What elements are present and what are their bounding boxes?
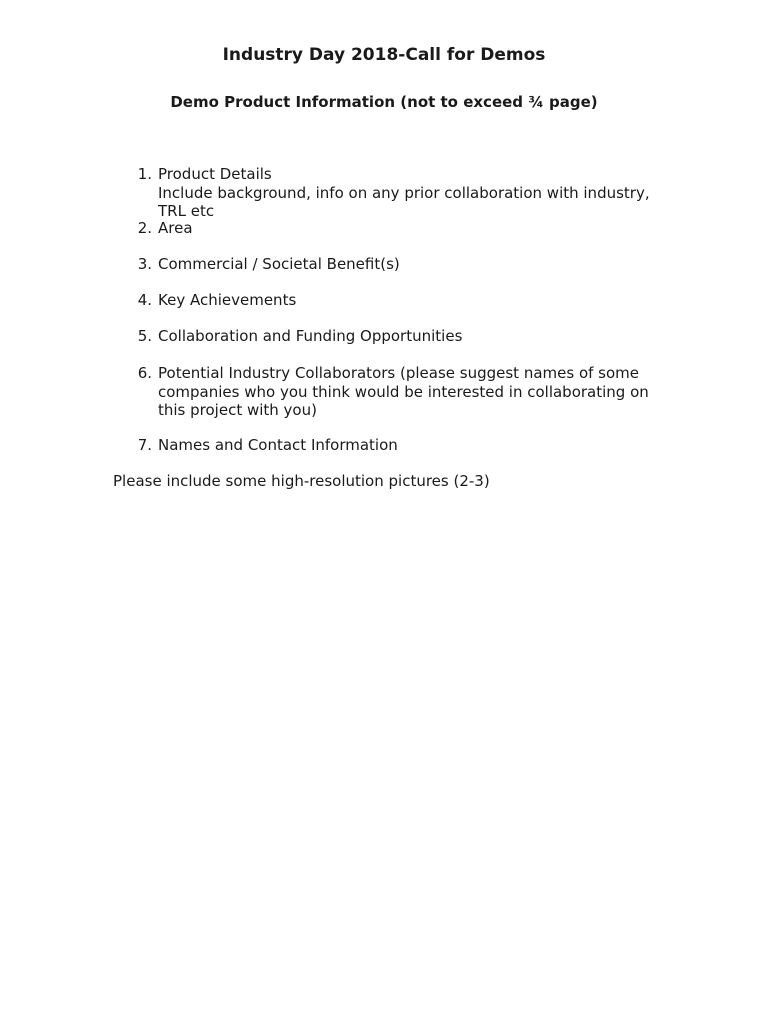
list-item-heading: Names and Contact Information (158, 436, 398, 454)
list-item-body (158, 291, 668, 310)
list-item-heading: Potential Industry Collaborators (please suggest names of some (158, 364, 640, 382)
closing-note: Please include some high-resolution pictures (2-3) (113, 472, 490, 490)
list-item-heading: Collaboration and Funding Opportunities (158, 327, 463, 345)
list-item-number: 1. (137, 165, 152, 183)
list-item-number: 7. (137, 436, 152, 454)
list-item-heading: Key Achievements (158, 291, 297, 309)
list-item-detail: this project with you) (158, 401, 317, 419)
list-item-detail: Include background, info on any prior collaboration with industry, (158, 183, 650, 202)
list-item-body (158, 219, 668, 238)
list-item-body (158, 364, 668, 420)
list-item-detail: companies who you think would be interested in collaborating on (158, 382, 649, 401)
list-item-number: 2. (137, 219, 152, 237)
page-title: Industry Day 2018-Call for Demos (222, 45, 546, 65)
list-item-number: 5. (137, 327, 152, 345)
list-item-body (158, 436, 668, 455)
list-item-heading: Commercial / Societal Benefit(s) (158, 255, 400, 273)
list-item-heading: Area (158, 219, 193, 237)
list-item-body (158, 165, 668, 221)
list-item-heading: Product Details (158, 165, 272, 183)
list-item-detail: TRL etc (158, 202, 215, 220)
list-item-number: 4. (137, 291, 152, 309)
list-item-body (158, 255, 668, 274)
list-item-number: 3. (137, 255, 152, 273)
list-item-body (158, 327, 668, 346)
list-item-number: 6. (137, 364, 152, 382)
page-subtitle: Demo Product Information (not to exceed ¾ page) (170, 93, 598, 111)
